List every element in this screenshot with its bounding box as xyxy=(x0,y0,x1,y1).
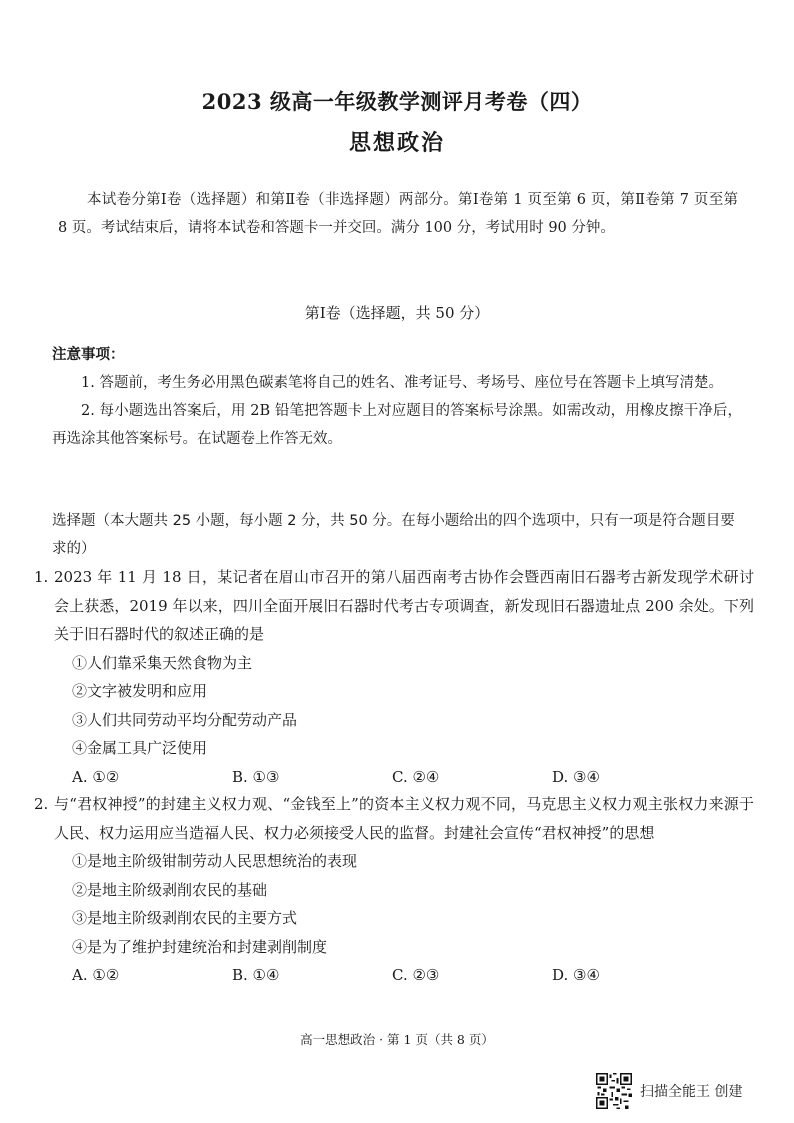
question-stem: 与“君权神授”的封建主义权力观、“金钱至上”的资本主义权力观不同，马克思主义权力观主张权力来源于人民、权力运用应当造福人民、权力必须接受人民的监督。封建社会宣传“君权神授”的思想 xyxy=(54,795,754,842)
exam-subject: 思想政治 xyxy=(348,130,445,156)
section-heading: 第Ⅰ卷（选择题，共 50 分） xyxy=(304,304,490,322)
exam-instructions: 本试卷分第Ⅰ卷（选择题）和第Ⅱ卷（非选择题）两部分。第Ⅰ卷第 1 页至第 6 页，第Ⅱ卷第 7 页至第 8 页。考试结束后，请将本试卷和答题卡一并交回。满分 100 分，考试用时 90 分钟。 xyxy=(58,192,738,236)
notice-item: 2. 每小题选出答案后，用 2B 铅笔把答题卡上对应题目的答案标号涂黑。如需改动，用橡皮擦干净后，再选涂其他答案标号。在试题卷上作答无效。 xyxy=(52,403,742,447)
answer-option-d: D. ③④ xyxy=(552,966,600,984)
notice-title: 注意事项： xyxy=(52,347,125,363)
answer-option-b: B. ①④ xyxy=(232,966,280,984)
statement: ③是地主阶级剥削农民的主要方式 xyxy=(72,909,298,927)
page-footer: 高一思想政治 · 第 1 页（共 8 页） xyxy=(300,1032,494,1047)
question-2 xyxy=(34,790,754,990)
choice-section-heading: 选择题（本大题共 25 小题，每小题 2 分，共 50 分。在每小题给出的四个选项中，只有一项是符合题目要求的） xyxy=(52,513,735,557)
notice-item: 1. 答题前，考生务必用黑色碳素笔将自己的姓名、准考证号、考场号、座位号在答题卡上填写清楚。 xyxy=(81,375,723,391)
statement: ①是地主阶级钳制劳动人民思想统治的表现 xyxy=(72,852,358,870)
notice-block xyxy=(52,341,742,453)
statement: ①人们靠采集天然食物为主 xyxy=(72,653,253,672)
answer-option-c: C. ②③ xyxy=(392,966,440,984)
question-stem: 2023 年 11 月 18 日，某记者在眉山市召开的第八届西南考古协作会暨西南旧石器考古新发现学术研讨会上获悉，2019 年以来，四川全面开展旧石器时代考古专项调查，新发现旧石器遗址点 200 余处。下列关于旧石器时代的叙述正确的是 xyxy=(54,568,754,643)
answer-option-c: C. ②④ xyxy=(392,767,440,786)
exam-title: 2023 级高一年级教学测评月考卷（四） xyxy=(201,89,593,114)
statement: ④是为了维护封建统治和封建剥削制度 xyxy=(72,937,328,956)
answer-option-b: B. ①③ xyxy=(232,767,280,786)
statement: ③人们共同劳动平均分配劳动产品 xyxy=(72,710,298,729)
scanner-watermark xyxy=(596,1073,742,1109)
statement: ④金属工具广泛使用 xyxy=(72,739,208,757)
question-number: 2. xyxy=(34,795,49,813)
answer-options xyxy=(34,763,754,792)
scanner-watermark-text: 扫描全能王 创建 xyxy=(640,1084,743,1100)
statement: ②文字被发明和应用 xyxy=(72,682,208,700)
answer-option-d: D. ③④ xyxy=(552,767,600,786)
question-1 xyxy=(34,563,754,791)
answer-option-a: A. ①② xyxy=(72,767,120,786)
question-number: 1. xyxy=(34,568,49,586)
qr-code-icon xyxy=(596,1073,632,1109)
answer-option-a: A. ①② xyxy=(72,966,120,984)
answer-options xyxy=(34,961,754,990)
statement: ②是地主阶级剥削农民的基础 xyxy=(72,880,268,899)
